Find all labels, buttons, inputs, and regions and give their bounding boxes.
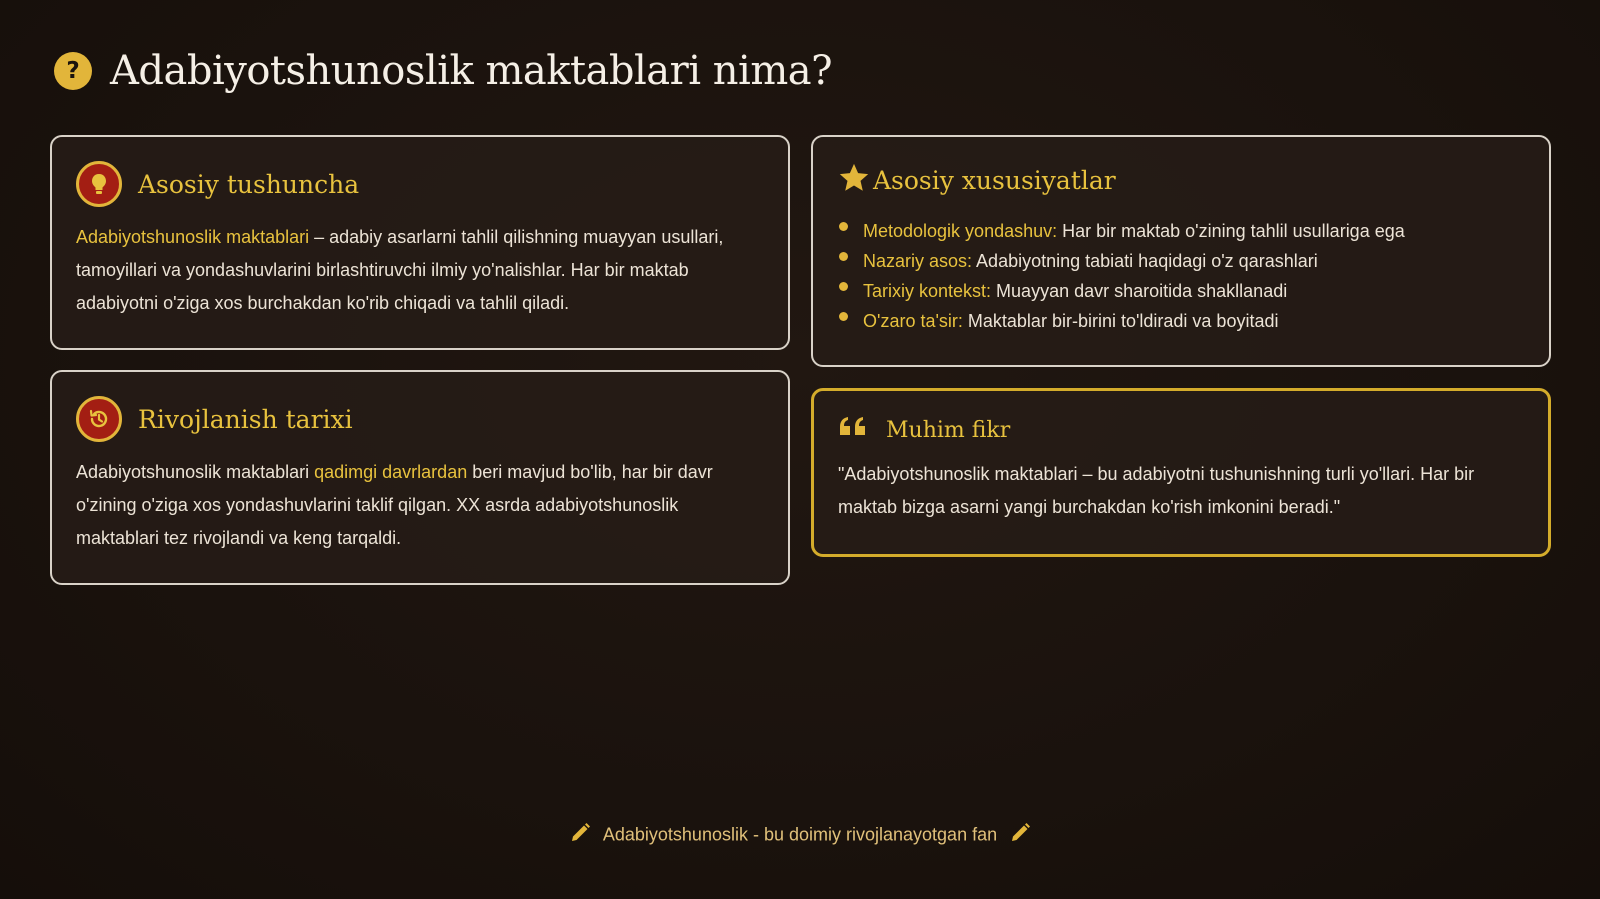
history-highlight: qadimgi davrlardan	[314, 462, 468, 482]
list-item	[837, 276, 1525, 306]
quote-icon	[838, 415, 870, 446]
pencil-icon	[1009, 822, 1031, 849]
concept-body: – adabiy asarlarni tahlil qilishning muayyan usullari, tamoyillari va yondashuvlarini birlashtiruvchi ilmiy yo'nalishlar. Har bir maktab adabiyotni o'ziga xos burchakdan ko'rib chiqadi va tahlil qiladi.	[76, 227, 724, 313]
quote-title: Muhim fikr	[886, 418, 1011, 443]
features-card	[811, 135, 1551, 367]
quote-card	[811, 388, 1551, 557]
concept-highlight: Adabiyotshunoslik maktablari	[76, 227, 310, 247]
quote-text: "Adabiyotshunoslik maktablari – bu adabiyotni tushunishning turli yo'llari. Har bir maktab bizga asarni yangi burchakdan ko'rish imkonini beradi."	[838, 464, 1475, 517]
feature-term: Tarixiy kontekst:	[863, 281, 992, 301]
page-header	[54, 48, 832, 94]
features-list	[837, 216, 1525, 336]
list-item	[837, 306, 1525, 336]
footer-text: Adabiyotshunoslik - bu doimiy rivojlanayotgan fan	[602, 824, 998, 845]
history-card	[50, 370, 790, 585]
feature-term: Metodologik yondashuv:	[863, 221, 1058, 241]
feature-term: O'zaro ta'sir:	[863, 311, 963, 331]
feature-text: Muayyan davr sharoitida shakllanadi	[991, 281, 1288, 301]
star-icon	[837, 161, 871, 200]
feature-text: Adabiyotning tabiati haqidagi o'z qarashlari	[972, 251, 1318, 271]
footer	[0, 822, 1600, 849]
feature-term: Nazariy asos:	[863, 251, 973, 271]
features-title: Asosiy xususiyatlar	[873, 166, 1116, 195]
history-title: Rivojlanish tarixi	[138, 404, 353, 434]
list-item	[837, 216, 1525, 246]
feature-text: Har bir maktab o'zining tahlil usullariga ega	[1057, 221, 1405, 241]
concept-card	[50, 135, 790, 350]
pencil-icon	[569, 822, 591, 849]
history-text	[76, 456, 764, 555]
page-title: Adabiyotshunoslik maktablari nima?	[110, 48, 833, 94]
history-text-after: beri mavjud bo'lib, har bir davr o'zining o'ziga xos yondashuvlarini taklif qilgan. XX asrda adabiyotshunoslik maktablari tez rivojlandi va keng tarqaldi.	[76, 462, 713, 548]
concept-title: Asosiy tushuncha	[138, 169, 360, 199]
question-circle-icon: ?	[54, 52, 92, 90]
lightbulb-icon	[76, 161, 122, 207]
feature-text: Maktablar bir-birini to'ldiradi va boyitadi	[962, 311, 1279, 331]
history-text-before: Adabiyotshunoslik maktablari	[76, 462, 315, 482]
concept-text	[76, 221, 764, 320]
history-clock-icon	[76, 396, 122, 442]
list-item	[837, 246, 1525, 276]
